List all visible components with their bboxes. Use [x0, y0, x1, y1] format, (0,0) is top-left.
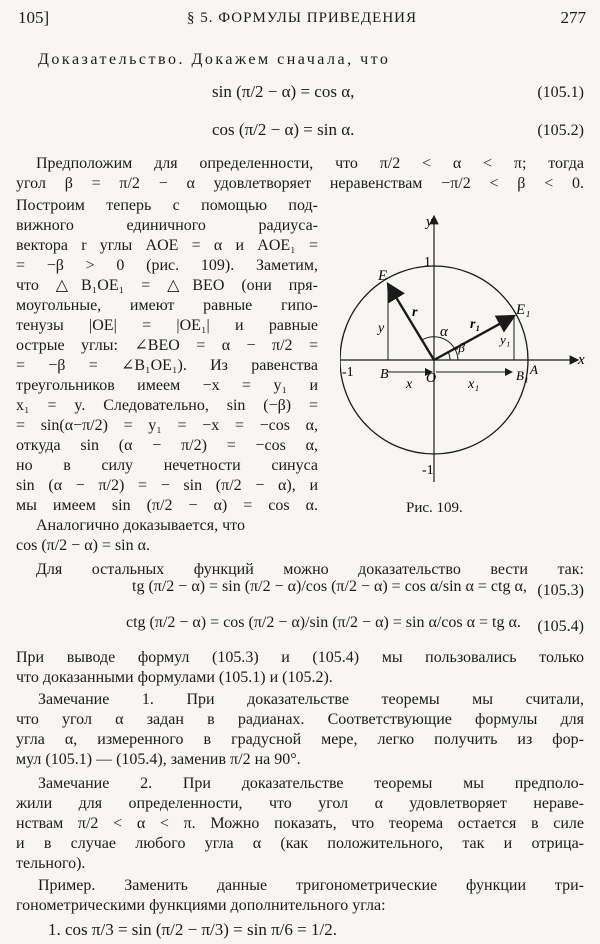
proof-intro: Доказательство. Докажем сначала, что [38, 51, 391, 68]
text-line: откуда sin (α − π/2) = −cos α, [16, 437, 318, 454]
label-r1: r₁ [470, 317, 481, 332]
text-line: острые углы: ∠BEO = α − π/2 = [16, 337, 318, 354]
example-1: 1. cos π/3 = sin (π/2 − π/3) = sin π/6 = 1/2. [48, 920, 337, 939]
text-line: x₁ = y. Следовательно, sin (−β) = [16, 397, 318, 414]
label-one-top: 1 [424, 255, 431, 270]
text-line: = −β > 0 (рис. 109). Заметим, [16, 257, 318, 274]
equation-number-105-2: (105.2) [537, 122, 584, 139]
example-heading: Пример. Заменить данные тригонометрические функции три- [38, 877, 584, 894]
text-line: моугольные, имеют равные гипо- [16, 297, 318, 314]
section-number: 105] [18, 8, 50, 27]
equation-105-1: sin (π/2 − α) = cos α, [212, 82, 355, 101]
label-B: B [380, 367, 389, 382]
label-B1: B₁ [516, 368, 529, 383]
label-y-axis: y [426, 214, 433, 230]
label-E1: E₁ [516, 302, 531, 318]
running-title: § 5. ФОРМУЛЫ ПРИВЕДЕНИЯ [187, 10, 417, 26]
text-line: тенузы |OE| = |OE₁| и равные [16, 317, 318, 334]
remark-2-heading: Замечание 2. При доказательстве теоремы мы предполо- [38, 775, 584, 792]
remark-1-heading: Замечание 1. При доказательстве теоремы мы считали, [38, 691, 584, 708]
equation-number-105-3: (105.3) [537, 582, 584, 599]
label-y-seg: y [378, 321, 385, 336]
text-line: гонометрическими функциями дополнительного угла: [16, 897, 386, 914]
label-alpha: α [440, 324, 448, 340]
text-line: что доказанными формулами (105.1) и (105.2). [16, 669, 333, 686]
text-line: что △B₁OE₁ = △BEO (они пря- [16, 277, 318, 294]
label-x-axis: x [578, 352, 585, 368]
label-x1-seg: x₁ [468, 377, 480, 392]
equation-105-2: cos (π/2 − α) = sin α. [212, 120, 355, 139]
text-line: жили для определенности, что угол α удовлетворяет нераве- [16, 795, 584, 812]
label-y1-seg: y₁ [500, 332, 511, 347]
label-E: E [378, 268, 388, 284]
text-line: треугольников имеем −x = y₁ и [16, 377, 318, 394]
text-line: но в силу нечетности синуса [16, 457, 318, 474]
text-line: Для остальных функций можно доказательство вести так: [36, 561, 584, 578]
label-minus-one-bottom: -1 [422, 463, 434, 478]
text-line: cos (π/2 − α) = sin α. [16, 537, 150, 554]
text-line: вектора r углы AOE = α и AOE₁ = [16, 237, 318, 254]
text-line: sin (α − π/2) = − sin (π/2 − α), и [16, 477, 318, 494]
equation-number-105-1: (105.1) [537, 84, 584, 101]
text-line: угол β = π/2 − α удовлетворяет неравенствам −π/2 < β < 0. [16, 175, 584, 192]
unit-circle-figure [340, 212, 592, 492]
label-r: r [412, 305, 418, 320]
figure-caption: Рис. 109. [406, 500, 463, 516]
text-line: вижного единичного радиуса- [16, 217, 318, 234]
equation-number-105-4: (105.4) [537, 618, 584, 635]
page-header [18, 8, 586, 32]
text-line: мул (105.1) — (105.4), заменив π/2 на 90°. [16, 751, 301, 768]
text-line: тельного). [16, 855, 86, 872]
text-line: Предположим для определенности, что π/2 < α < π; тогда [36, 155, 584, 172]
text-line: что угол α задан в радианах. Соответствующие формулы для [16, 711, 584, 728]
label-beta: -β [454, 340, 465, 355]
text-line: мы имеем sin (π/2 − α) = cos α. [16, 497, 318, 514]
angle-beta-arc [448, 352, 450, 360]
radius-r [388, 284, 434, 360]
equation-105-3: tg (π/2 − α) = sin (π/2 − α)/cos (π/2 − α) = cos α/sin α = ctg α, [132, 578, 527, 595]
equation-105-4: ctg (π/2 − α) = cos (π/2 − α)/sin (π/2 − α) = sin α/cos α = tg α. [126, 614, 521, 631]
label-O: O [426, 371, 437, 386]
page-number: 277 [560, 8, 586, 27]
text-line: Построим теперь с помощью под- [16, 197, 318, 214]
label-minus-one-left: -1 [342, 365, 354, 380]
text-line: При выводе формул (105.3) и (105.4) мы пользовались только [16, 649, 584, 666]
label-A: A [530, 362, 538, 377]
text-line: = sin(α−π/2) = y₁ = −x = −cos α, [16, 417, 318, 434]
text-line: и в случае любого угла α (как положительного, так и отрица- [16, 835, 584, 852]
text-line: Аналогично доказывается, что [36, 517, 245, 534]
label-x-seg: x [406, 377, 413, 392]
text-line: нствам π/2 < α < π. Можно показать, что теорема остается в силе [16, 815, 584, 832]
text-line: = −β = ∠B₁OE₁). Из равенства [16, 357, 318, 374]
text-line: угла α, измеренного в градусной мере, легко получить из фор- [16, 731, 584, 748]
